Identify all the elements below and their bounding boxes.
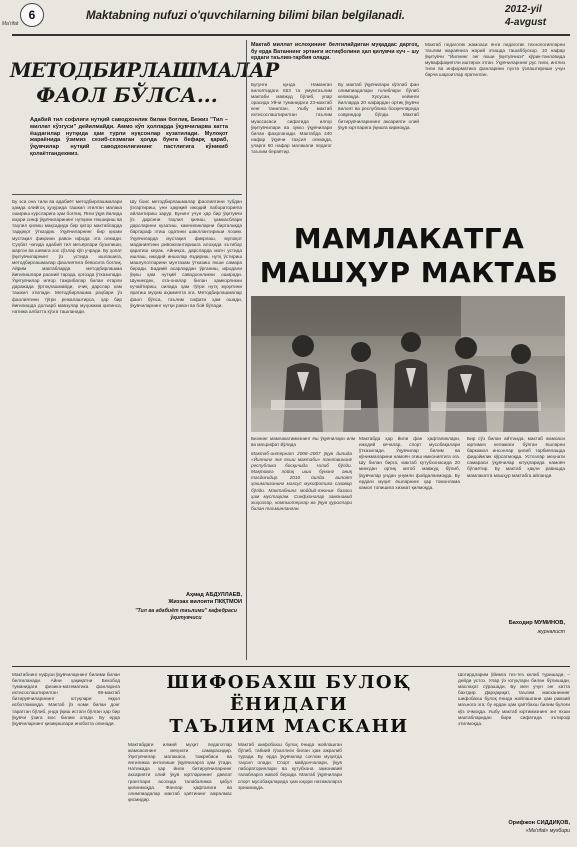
article1-author-role1: Жиззах вилояти ПКҚТМОИ	[168, 599, 242, 605]
article1-col2: Шу боис методбирлашмалар фаолиятини тубдан ўзгартириш, уни ҳақиқий ижодий лабораторияга айлантириш зарур. Бунинг учун ҳар бир ўқитувчи ўз дарсини таҳлил қилиш, ҳамкасблари дарсларини кузатиш, камчиликларни биргаликда бартараф этиш одатини шакллантириши лозим. Ўқувчиларда мустақил фикрлаш, мулоқот маданиятини ривожлантиришга алоҳида эътибор қаратиш керак. Айниқса, дарсларда матн устида ишлаш, ижодий иншолар ёздириш, нутқ ўстириш машғулотларини мунтазам ўтказиш яхши самара беради. Бадиий асарлардан ўрганиш, ифодали ўқиш ҳам нутқий саводхонликни оширади. Шунингдек, ота-оналар билан ҳамкорликни кучайтириш, оилада ҳам тўғри нутқ муҳитини яратиш муҳим аҳамиятга эга. Методбирлашмалар фаол бўлса, таълим сифати ҳам ошади, ўқувчиларнинг нутқи равон ва бой бўлади.	[130, 199, 242, 308]
article3-author-role: «Ma'rifat» мухбири	[525, 828, 570, 834]
article1-lead: Адабий тил софлиги нутқий саводхонлик билан боғлиқ. Бежиз "Тил – миллат кўзгуси" дейилмайди. Аммо кўп ҳолларда ўқувчиларва катта ёшдагилар нутқида ҳам турли нуқсонлар кузатилади. Мулоқот жараёнида ўзимиз сезиб-сезмаган ҳолда бунга бефарқ қараб, ўқувчилар нутқий саводхонлигининг пастлигига кўникиб қолаётгандекмиз.	[30, 117, 228, 157]
article2-top-col3: Мактаб педагогик жамоаси янги педагогик технологияларни таълим жараёнига жорий этишда ташаббускор. 10 нафар ўқитувчи "Йилнинг энг яхши ўқитувчиси" кўрик-танловида муваффақиятли иштирок этган. Ўқувчиларнинг рус тили, инглиз тили ва информатика фанларини пухта ўзлаштириши учун барча шароитлар яратилган.	[425, 42, 565, 78]
article1-headline-line2: ФАОЛ БЎЛСА...	[36, 83, 218, 107]
section-rule	[12, 666, 570, 667]
article2-headline-line2: МАШҲУР МАКТАБ	[259, 256, 559, 289]
header-slogan: Maktabning nufuzi o'quvchilarning bilimi bilan belgilanadi.	[86, 10, 405, 22]
article2-bottom-col3: Бир сўз билан айтганда, мактаб жамоаси юртимиз келажаги бўлган ёшларни баркамол инсонлар қилиб тарбиялашда фидойилик кўрсатмоқда. Устозлар меҳнати самараси ўқувчилар ютуқларида намоён бўлаётир. Бу мактаб ҳақли равишда мамлакатга машҳур мактабга айланди.	[467, 436, 565, 478]
page-header	[0, 0, 577, 36]
article-methodical-associations	[10, 55, 279, 665]
article2-top-col1: Бугунги кунда Наманган вилоятидаги 653 та умумтаълим мактаби мавжуд бўлиб, улар орасида Уйчи туманидаги 23-мактаб кенг танилган. Ушбу мактаб ихтисослаштирилган таълим муассасаси сифатида илғор ўқитувчилари ва зукко ўқувчилари билан фахрланади. Мактабда 440 нафар ўқувчи таҳсил олмоқда, уларга 60 нафар малакали педагог таълим бераётир.	[251, 82, 332, 155]
column-divider	[246, 40, 247, 660]
school-children-photo	[251, 296, 565, 432]
article1-lead-rule	[12, 194, 242, 195]
header-rule	[12, 34, 570, 36]
article3-headline-line3: ТАЪЛИМ МАСКАНИ	[169, 716, 409, 737]
article-healing-spring-school	[12, 670, 570, 842]
photo-illustration	[251, 296, 565, 432]
article3-headline-line1: ШИФОБАХШ БУЛОҚ	[166, 672, 412, 693]
article2-bottom-col1: Мактаб-интернат 2006–2007 ўқув йилида «Йилнинг энг яхши мактаби» танловининг республика босқичида ғолиб бўлди. Мақтовга лойиқ иши бунинг аниқ тасдиғидир. 2010 йилда вилоят ҳокимлигининг махсус мукофотига сазовор бўлди. Мактабнинг моддий-техник базаси ҳам мустаҳкам. Синфхоналар замонавий жиҳозлар, компьютерлар ва ўқув қуроллари билан таъминланган.	[251, 451, 352, 511]
article3-headline-line2: ЁНИДАГИ	[229, 694, 349, 715]
article1-headline-line1: МЕТОДБИРЛАШМАЛАР	[10, 59, 279, 82]
article2-top-col2: Бу мактаб ўқувчилари кўплаб фан олимпиадалари ғолиблари бўлиб келмоқда. Хусусан, кейинги йилларда 20 нафардан ортиқ ўқувчи вилоят ва республика босқичларида совриндор бўлди. Мактаб битирувчиларининг аксарияти олий ўқув юртларига ўқишга кирмоқда.	[338, 82, 419, 130]
header-date-year: 2012-yil	[505, 4, 542, 15]
side-label: Ma'rifat	[2, 21, 19, 27]
article2-intro: Мактаб миллат ислоҳининг белгилайдиган муқаддас даргоҳ, бу ерда Ватаннинг эртанги истиқболини ҳал қилувчи куч – шу ердаги таълим-тарбия олади.	[251, 42, 419, 62]
photo-caption: Бизнинг мамлакатимизнинг ёш ўқувчилари илм ва маърифат йўлида	[251, 436, 355, 447]
article-famous-school	[251, 42, 567, 664]
article1-author-role2: "Тил ва адабиёт таълими" кафедраси ўқитувчиси	[135, 608, 237, 621]
page-number-badge	[20, 3, 44, 27]
article2-bottom-col2: Мактабда ҳар йили фан ҳафталиклари, ижодий кечалар, спорт мусобақалари ўтказилади. Ўқувчилар билим ва кўникмаларини намоён этиш имкониятига эга. Шу билан бирга, мактаб кутубхонасида 20 мингдан ортиқ китоб мавжуд бўлиб, ўқувчилар ундан унумли фойдаланмоқда. Бу ердаги муҳит ёшларнинг ҳар томонлама камол топишига хизмат қилмоқда.	[359, 436, 460, 490]
page-number: 6	[28, 8, 36, 22]
article1-col1: Бу эса она тили ва адабиёт методбирлашмалари ҳамда олийгоҳ ҳузурида ташкил этилган малака ошириш курсларига ҳам боғлиқ. Янги ўқув йилида юқори синф ўқувчиларининг нутқини текшириш ва таҳлил қилиш мақсадида бир қатор мактабларда тадқиқот ўтказдик. Ўқувчиларнинг бир қисми мустақил фикрини равон ифода эта олмади. Суҳбат чоғида адабий тил меъёрлари бузилиши, жаргон ва шевага хос сўзлар кўп учради. Бу ҳолат ўқитувчиларнинг ўз устида ишлашига, методбирлашмалар фаолиятига бевосита боғлиқ. Айрим мактабларда методбирлашма йиғилишлари расмий тарзда, қоғозда ўтказилади. Ўқитувчилар илғор тажрибалар билан етарли даражада ўртоқлашмайди, очиқ дарслар кам ташкил этилади. Методбирлашма раҳбари ўз фаолиятини тўғри режалаштирса, ҳар бир йиғилишда долзарб мавзулар муҳокама қилинса, натижа албатта кўзга ташланади.	[12, 199, 122, 314]
article2-author-name: Баходир МУМИНОВ,	[508, 620, 565, 626]
article2-author-role: журналист	[537, 629, 565, 635]
article3-col3: Мактаб шифобахш булоқ ёнида жойлашган бўлиб, табиий гўзаллиги билан ҳам ажралиб туради. Бу ерда ўқувчилар соғлом муҳитда таҳсил олади. Спорт майдончалари, ўқув лабораториялари ва кутубхона замонавий талабларга жавоб беради. Мактаб ўқувчилари спорт мусобақаларида ҳам юқори натижаларга эришмоқда.	[238, 742, 342, 790]
article3-col4: Шогирдларим ўйимга тез-тез келиб туришади, – дейди устоз. Улар ўз ютуқлари билан бўлишади, маслаҳат сўрашади. Бу мен учун энг катта бахтдир. Дарҳақиқат, таълим масканининг шифобахш булоқ ёнида жойлашгани ҳам рамзий маънога эга: бу ердан ҳам ҳаётбахш билим булоғи кўз очмоқда. Ушбу мактаб юртимизнинг энг яхши мактабларидан бири сифатида эътироф этилмоқда.	[458, 672, 570, 726]
article3-col1: Мактабнинг нуфузи ўқувчиларнинг билими билан белгиланади. Айни ҳақиқатни Бекобод туманидаги физика-математика фанларига ихтисослаштирилган 98-мактаб битирувчиларининг ютуқлари яққол исботламоқда. Мактаб ўз номи билан донг таратган бўлиб, унда ўқиш истаги бўлган ҳар бир ўқувчи ўзига мос билим олади. Бу ерда ўқувчиларнинг қизиқишлари инобатга олинади.	[12, 672, 120, 726]
article1-author-name: Аҳмад АБДУЛЛАЕВ,	[185, 592, 242, 598]
article2-headline-line1: МАМЛАКАТГА	[293, 222, 525, 255]
article3-author-name: Орифжон СИДДИҚОВ,	[508, 820, 570, 826]
article3-col2: Мактабдаги илмий муҳит педагоглар жамоасининг меҳнати самарасидир. Ўқитувчилар малакаси, тажрибаси ва янгиликка интилиши ўқувчиларга ҳам ўтади. Натижада ҳар йили битирувчиларнинг аксарияти олий ўқув юртларининг давлат грантлари асосида талабаликка қабул қилинмоқда. Фанлар ҳафталиги ва олимпиадалар мактаб ҳаётининг ажралмас қисмидир.	[128, 742, 232, 802]
header-date-day: 4-avgust	[505, 17, 547, 28]
